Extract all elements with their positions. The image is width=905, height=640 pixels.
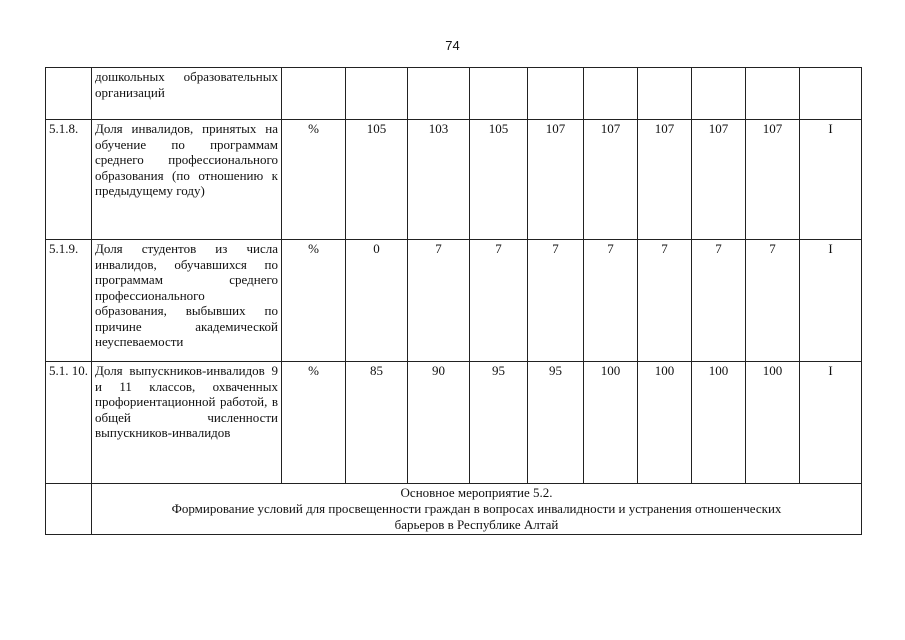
value-cell: 100 [638,362,692,484]
value-cell: 107 [528,120,584,240]
tail-cell: I [800,120,862,240]
table-row [46,120,862,240]
value-cell [528,68,584,120]
value-cell: 107 [692,120,746,240]
value-cell [746,68,800,120]
table-row [46,68,862,120]
value-cell: 7 [528,240,584,362]
event-heading [92,484,862,535]
indicator-description: Доля студентов из числа инвалидов, обучавшихся по программам среднего профессионального образования, выбывших по причине академической неуспеваемости [92,240,282,362]
value-cell: 7 [408,240,470,362]
value-cell: 85 [346,362,408,484]
value-cell: 100 [584,362,638,484]
value-cell: 7 [746,240,800,362]
indicator-description: Доля инвалидов, принятых на обучение по программам среднего профессионального образования (по отношению к предыдущему году) [92,120,282,240]
value-cell: 107 [584,120,638,240]
value-cell: 7 [638,240,692,362]
value-cell [346,68,408,120]
row-number [46,484,92,535]
event-title: Основное мероприятие 5.2. [400,485,553,500]
unit-cell: % [282,120,346,240]
value-cell [408,68,470,120]
event-row [46,484,862,535]
indicator-description: дошкольных образовательных организаций [92,68,282,120]
row-number: 5.1. 10. [46,362,92,484]
value-cell [584,68,638,120]
indicator-description: Доля выпускников-инвалидов 9 и 11 классов, охваченных профориентационной работой, в общей численности выпускников-инвалидов [92,362,282,484]
value-cell: 105 [470,120,528,240]
value-cell: 7 [470,240,528,362]
value-cell: 7 [584,240,638,362]
tail-cell [800,68,862,120]
unit-cell [282,68,346,120]
row-number: 5.1.9. [46,240,92,362]
row-number: 5.1.8. [46,120,92,240]
tail-cell: I [800,362,862,484]
value-cell: 100 [746,362,800,484]
table-row [46,362,862,484]
table-row [46,240,862,362]
value-cell [638,68,692,120]
value-cell: 95 [528,362,584,484]
page-number: 74 [445,38,460,53]
value-cell: 95 [470,362,528,484]
value-cell: 103 [408,120,470,240]
indicators-table [45,67,862,535]
unit-cell: % [282,362,346,484]
value-cell: 107 [746,120,800,240]
value-cell [692,68,746,120]
event-description: Формирование условий для просвещенности граждан в вопросах инвалидности и устранения отношенческих [171,501,782,516]
value-cell: 90 [408,362,470,484]
value-cell: 7 [692,240,746,362]
unit-cell: % [282,240,346,362]
value-cell: 105 [346,120,408,240]
tail-cell: I [800,240,862,362]
row-number [46,68,92,120]
value-cell [470,68,528,120]
value-cell: 0 [346,240,408,362]
value-cell: 107 [638,120,692,240]
event-description-continued: барьеров в Республике Алтай [394,517,559,532]
value-cell: 100 [692,362,746,484]
